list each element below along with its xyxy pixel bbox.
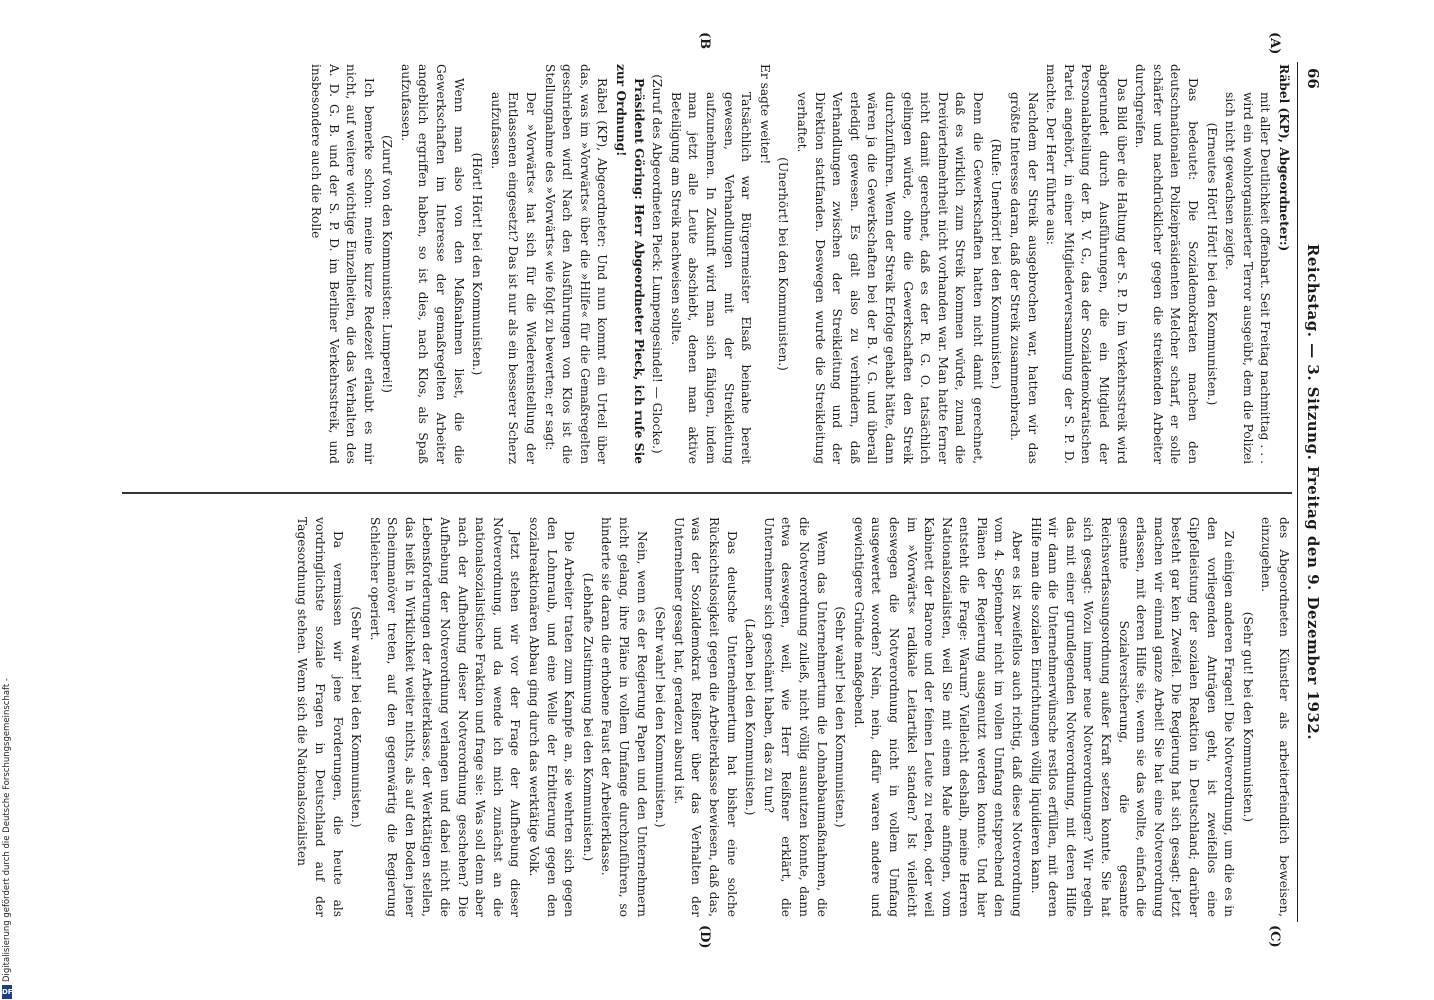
page-number: 66	[1304, 68, 1322, 89]
right-column	[122, 517, 1292, 917]
interjection: (Hört! Hört! bei den Kommunisten.)	[470, 152, 485, 376]
quote: Denn die Gewerkschaften hatten nicht damit gerechnet, daß es wirklich zum Streik kommen würde, zumal die Dreiviertelmehrheit nicht vorhanden war. Man hatte ferner nicht damit gerechnet, daß es der R. G. O. tatsächlich gelingen würde, ohne die Gewerkschaften den Streik durchzuführen. Wenn der Streik Erfolge gehabt hätte, dann wären ja die Gewerkschaften bei der B. V. G. und überall erledigt gewesen. Es galt also zu verhindern, daß Verhandlungen zwischen der Streikleitung und der Direktion stattfanden. Deswegen wurde die Streikleitung verhaftet.	[794, 92, 985, 464]
margin-mark-b: (B	[697, 32, 712, 50]
margin-mark-c: (C)	[1267, 925, 1282, 948]
margin-mark-d: (D)	[697, 925, 712, 949]
paragraph: Wenn das Unternehmertum die Lohnabbaumaßnahmen, die die Notverordnung zuließ, nicht völlig ausnutzen konnte, dann etwa deswegen, weil, wie Herr Reißner erklärt, die Unternehmer sich geschämt haben, das zu tun?	[761, 517, 829, 917]
dfg-logo: DFG	[2, 985, 12, 999]
paragraph: Er sagte weiter!	[757, 64, 772, 165]
paragraph: Ich bemerke schon: meine kurze Redezeit erlaubt es mir nicht, auf weitere wichtige Einzelheiten, die das Verhalten des A. D. G. B. und der S. P. D. im Berliner Verkehrsstreik, und insbesondere auch die Rolle	[308, 64, 376, 464]
quote: Der »Vorwärts« hat sich für die Wiedereinstellung der Entlassenen eingesetzt? Das ist nur als ein besserer Scherz aufzufassen.	[488, 92, 539, 464]
running-head	[1297, 62, 1322, 922]
interjection: (Unerhört! bei den Kommunisten.)	[776, 157, 791, 371]
paragraph: Das deutsche Unternehmertum hat bisher eine solche Rücksichtslosigkeit gegen die Arbeiterklasse bewiesen, daß das, was der Sozialdemokrat Reißner über das Verhalten der Unternehmer gesagt hat, geradezu absurd ist.	[671, 517, 739, 917]
paragraph: Jetzt stehen wir vor der Frage der Aufhebung dieser Notverordnung, und da wende ich mich zunächst an die nationalsozialistische Fraktion und frage sie: Was soll denn aber nach der Aufhebung dieser Notverordnung geschehen? Die Aufhebung der Notverordnung verlangen und dabei nicht die Lebensforderungen der Arbeiterklasse, der Werktätigen stellen, das heißt in Wirklichkeit weiter nichts, als auf den Boden jener Scheinmanöver treten, auf den gegenwärtig die Regierung Schleicher operiert.	[367, 517, 523, 917]
quote: mit aller Deutlichkeit offenbart. Seit Freitag nachmittag . . . wird ein wohlorganisierter Terror ausgeübt, dem die Polizei sich nicht gewachsen zeigte.	[1223, 92, 1273, 464]
interjection: (Sehr wahr! bei den Kommunisten.)	[653, 606, 668, 828]
left-column	[122, 64, 1292, 464]
paragraph: Das Bild über die Haltung der S. P. D. im Verkehrsstreik wird abgerundet durch Ausführungen, die ein Mitglied der Personalabteilung der B. V. G., das der Sozialdemokratischen Partei angehört, in einer Mitgliederversammlung der S. P. D. machte. Der Herr führte aus:	[1044, 64, 1129, 464]
interjection: (Lebhafte Zustimmung bei den Kommunisten.)	[580, 572, 595, 862]
column-divider	[122, 492, 1292, 494]
margin-mark-a: (A)	[1267, 32, 1282, 55]
paragraph: des Abgeordneten Künstler als arbeiterfeindlich beweisen, einzugehen.	[1259, 517, 1291, 917]
interjection: (Rufe: Unerhört! bei den Kommunisten.)	[989, 138, 1004, 390]
quote: Nachdem der Streik ausgebrochen war, hatten wir das größte Interesse daran, daß der Streik zusammenbrach.	[1008, 92, 1040, 464]
page-title: Reichstag. — 3. Sitzung. Freitag den 9. Dezember 1932.	[1304, 243, 1322, 741]
paragraph: Nein, wenn es der Regierung Papen und den Unternehmern nicht gelang, ihre Pläne in vollem Umfange durchzuführen, so hinderte sie daran die erhobene Faust der Arbeiterklasse.	[599, 517, 649, 917]
quote: Tatsächlich war Bürgermeister Elsaß beinahe bereit gewesen, Verhandlungen mit der Streikleitung aufzunehmen. In Zukunft wird man sich fähigen, indem man jetzt alle Leute abschiebt, denen man aktive Beteiligung am Streik nachweisen sollte.	[668, 92, 754, 464]
paragraph: Aber es ist zweifellos auch richtig, daß diese Notverordnung vom 4. September nicht im vollen Umfang entsprechend den Plänen der Regierung ausgenutzt werden konnte. Und hier entsteht die Frage: Warum? Vielleicht deshalb, meine Herren Nationalsozialisten, weil Sie mit einem Male anfingen, vom Kabinett der Barone und der feinen Leute zu reden, oder weil im »Vorwärts« radikale Leitartikel standen? Ist vielleicht deswegen die Notverordnung nicht in vollem Umfang ausgewertet worden? Nein, nein, dafür waren andere und gewichtigere Gründe maßgebend.	[851, 517, 1025, 917]
interjection: (Zuruf des Abgeordneten Pieck: Lumpengesindel! — Glocke.)	[650, 74, 665, 454]
interjection: (Sehr wahr! bei den Kommunisten.)	[349, 606, 364, 828]
interjection: (Erneutes Hört! Hört! bei den Kommunisten.)	[1204, 122, 1219, 406]
interjection: (Zuruf von den Kommunisten: Lumperei!)	[380, 135, 395, 393]
paragraph: Räbel (KP), Abgeordneter:)	[1277, 64, 1291, 252]
paragraph: Wenn man also von den Maßnahmen liest, die die Gewerkschaften im Interesse der gemaßregelten Arbeiter angeblich ergriffen haben, so ist dies, nach Klos, als Spaß aufzufassen.	[398, 64, 466, 464]
paragraph: Da vermissen wir jene Forderungen, die heute als vordringlichste soziale Fragen in Deutschland auf der Tagesordnung stehen. Wenn sich die Nationalsozialisten	[295, 517, 345, 917]
paragraph: Die Arbeiter traten zum Kampfe an, sie wehrten sich gegen den Lohnraub, und eine Welle der Erbitterung gegen den sozialreaktionären Abbau ging durch das werktätige Volk.	[527, 517, 577, 917]
digitization-credit: Digitalisierung gefördert durch die Deutsche Forschungsgemeinschaft -	[2, 678, 12, 982]
paragraph: Das bedeutet: Die Sozialdemokraten machen den deutschnationalen Polizeipräsidenten Melcher scharf, er solle schärfer und nachdrücklicher gegen die streikenden Arbeiter durchgreifen.	[1133, 64, 1201, 464]
speaker-paragraph: Präsident Göring: Herr Abgeordneter Pieck, ich rufe Sie zur Ordnung!	[614, 64, 646, 464]
rotated-page	[97, 32, 1322, 949]
interjection: (Sehr wahr! bei den Kommunisten.)	[833, 606, 848, 828]
speaker-paragraph: Räbel (KP), Abgeordneter: Und nun kommt ein Urteil über das, was im »Vorwärts« über die »Hilfe« für die Gemaßregelten geschrieben wird! Nach den Ausführungen von Klos ist die Stellungnahme des »Vorwärts« wie folgt zu bewerten; er sagt:	[542, 64, 610, 464]
paragraph: Zu einigen anderen Fragen! Die Notverordnung, um die es in den vorliegenden Anträgen geht, ist zweifellos eine Gipfelleistung der sozialen Reaktion in Deutschland; darüber besteht gar kein Zweifel. Die Regierung hat sich gesagt: Jetzt machen wir einmal ganze Arbeit! Sie hat eine Notverordnung erlassen, mit deren Hilfe sie, wenn sie das wollte, einfach die gesamte Sozialversicherung, die gesamte Reichsverfassungsordnung außer Kraft setzen konnte. Sie hat sich gesagt: Wozu immer neue Notverordnungen? Wir regeln das mit einer grundlegenden Notverordnung, mit deren Hilfe wir dann die Unternehmerwünsche restlos erfüllen, mit deren Hilfe man die sozialen Einrichtungen völlig liquidieren kann.	[1028, 517, 1237, 917]
interjection: (Sehr gut! bei den Kommunisten.)	[1240, 611, 1255, 823]
interjection: (Lachen bei den Kommunisten.)	[743, 618, 758, 816]
